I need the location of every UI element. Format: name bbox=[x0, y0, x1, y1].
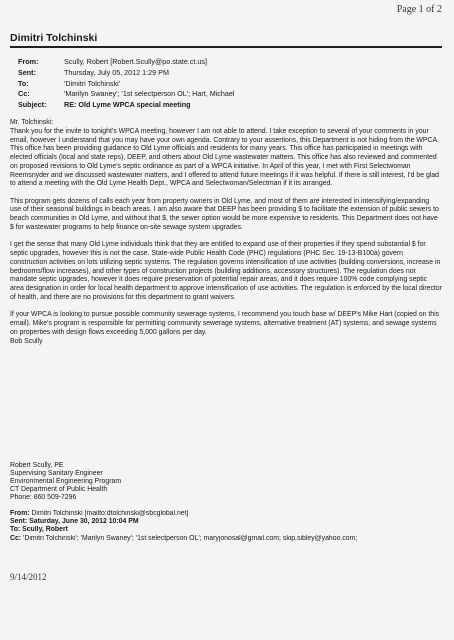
to-label: To: bbox=[18, 78, 29, 88]
page-number: Page 1 of 2 bbox=[396, 4, 442, 15]
body-paragraph: This program gets dozens of calls each year from property owners in Old Lyme, and most of them are interested in intensifying/expanding use of their seasonal buildings in beach areas. I am also aware that DEEP has been providing $ to facilitate the extension of public sewers to beach communities in Old Lyme, and without that $, the sewer option would be more expensive to residents. This Department does not have $ for wastewater programs to help finance on-site sewage system upgrades. bbox=[10, 197, 439, 231]
signature-line: Robert Scully, PE bbox=[10, 462, 64, 469]
signature-line: Environmental Engineering Program bbox=[10, 477, 122, 485]
email-header bbox=[18, 57, 438, 111]
cc-row bbox=[18, 89, 438, 100]
fwd-from-row bbox=[10, 510, 450, 518]
cc-value: 'Marilyn Swaney'; '1st selectperson OL'; Hart, Michael bbox=[64, 89, 235, 99]
print-date: 9/14/2012 bbox=[10, 572, 47, 582]
closing: Bob Scully bbox=[10, 337, 43, 345]
fwd-cc-row bbox=[10, 535, 450, 543]
fwd-sent-value: Saturday, June 30, 2012 10:04 PM bbox=[29, 518, 139, 526]
sent-label: Sent: bbox=[18, 67, 36, 77]
body-paragraph: I get the sense that many Old Lyme individuals think that they are entitled to expand use of their properties if they spend substantial $ for septic upgrades, however this is not the case. State-wide Public Health Code (PHC) regulations (PHC Sec. 19-13-B100a) govern construction activities on lots utilizing septic systems. The regulation governs intensification of use activities (building conversions, increase in bedrooms/flow increases), and other types of construction projects (building additions, accessory structures). The regulation does not mandate septic upgrades, however it does require preservation of potential repair areas, and it does require 100% code complying septic area designation in order for local health department to approve intensification of use activities. The regulation is enforced by the local director of health, and there are no provisions for this department to grant waivers. bbox=[10, 241, 442, 301]
signature-line: Phone: 860 509-7296 bbox=[10, 493, 77, 501]
subject-label: Subject: bbox=[18, 100, 47, 110]
fwd-from-label: From: bbox=[10, 510, 30, 517]
subject-value: RE: Old Lyme WPCA special meeting bbox=[64, 100, 191, 110]
fwd-cc-value: 'Dimitri Tolchinski'; 'Marilyn Swaney'; '1st selectperson OL'; maryjonosal@gmail.com; skip.sibley@yahoo.com; bbox=[23, 534, 358, 542]
fwd-cc-label: Cc: bbox=[10, 534, 22, 542]
from-value: Scully, Robert [Robert.Scully@po.state.ct.us] bbox=[64, 57, 207, 66]
signature-block bbox=[10, 462, 430, 502]
fwd-to-value: Scully, Robert bbox=[22, 526, 68, 534]
header-divider bbox=[10, 46, 442, 48]
subject-row bbox=[18, 100, 438, 111]
to-value: 'Dimitri Tolchinski' bbox=[64, 78, 121, 88]
body-paragraph: Thank you for the invite to tonight's WPCA meeting, however I am not able to attend. I take exception to several of your comments in your email, however I understand that you may have your own agenda. Contrary to your assertions, this Department is not hiding from the WPCA. This office has been providing guidance to Old Lyme officials and residents for many years. This office has participated in meetings with elected officials (local and state reps), DEEP, and others about Old Lyme wastewater matters. This office has also reviewed and commented on proposed revisions to Old Lyme's septic ordinance as part of a WPCA initiative. In April of this year, I met with First Selectwoman Reemsnyder and we discussed wastewater matters, and I offered to attend future meetings if it was helpful. If there is still interest, I'd be glad to attend a meeting with the Old Lyme Health Dept., WPCA and Selectwoman/Selectman if it its arranged. bbox=[10, 127, 440, 188]
from-label: From: bbox=[18, 57, 39, 66]
signature-line: Supervising Sanitary Engineer bbox=[10, 469, 103, 477]
fwd-sent-label: Sent: bbox=[10, 518, 28, 526]
fwd-to-row bbox=[10, 526, 450, 534]
fwd-from-value: Dimitri Tolchinski [mailto:dtolchinski@sbcglobal.net] bbox=[31, 510, 189, 517]
signature-line: CT Department of Public Health bbox=[10, 485, 108, 493]
to-row bbox=[18, 79, 438, 90]
email-body bbox=[10, 119, 442, 346]
sent-row bbox=[18, 68, 438, 79]
sender-name: Dimitri Tolchinski bbox=[10, 32, 98, 44]
from-row bbox=[18, 57, 438, 68]
sent-value: Thursday, July 05, 2012 1:29 PM bbox=[64, 67, 169, 77]
salutation: Mr. Tolchinski: bbox=[10, 119, 54, 126]
body-paragraph: If your WPCA is looking to pursue possible community sewerage systems, I recommend you touch base w/ DEEP's Mike Hart (copied on this email). Mike's program is responsible for permitting community sewerage systems, alternative treatment (AT) systems, and sewage systems on properties with design flows exceeding 5,000 gallons per day. bbox=[10, 311, 440, 336]
forwarded-header bbox=[10, 510, 450, 543]
cc-label: Cc: bbox=[18, 89, 30, 99]
fwd-sent-row bbox=[10, 518, 450, 526]
fwd-to-label: To: bbox=[10, 526, 21, 534]
